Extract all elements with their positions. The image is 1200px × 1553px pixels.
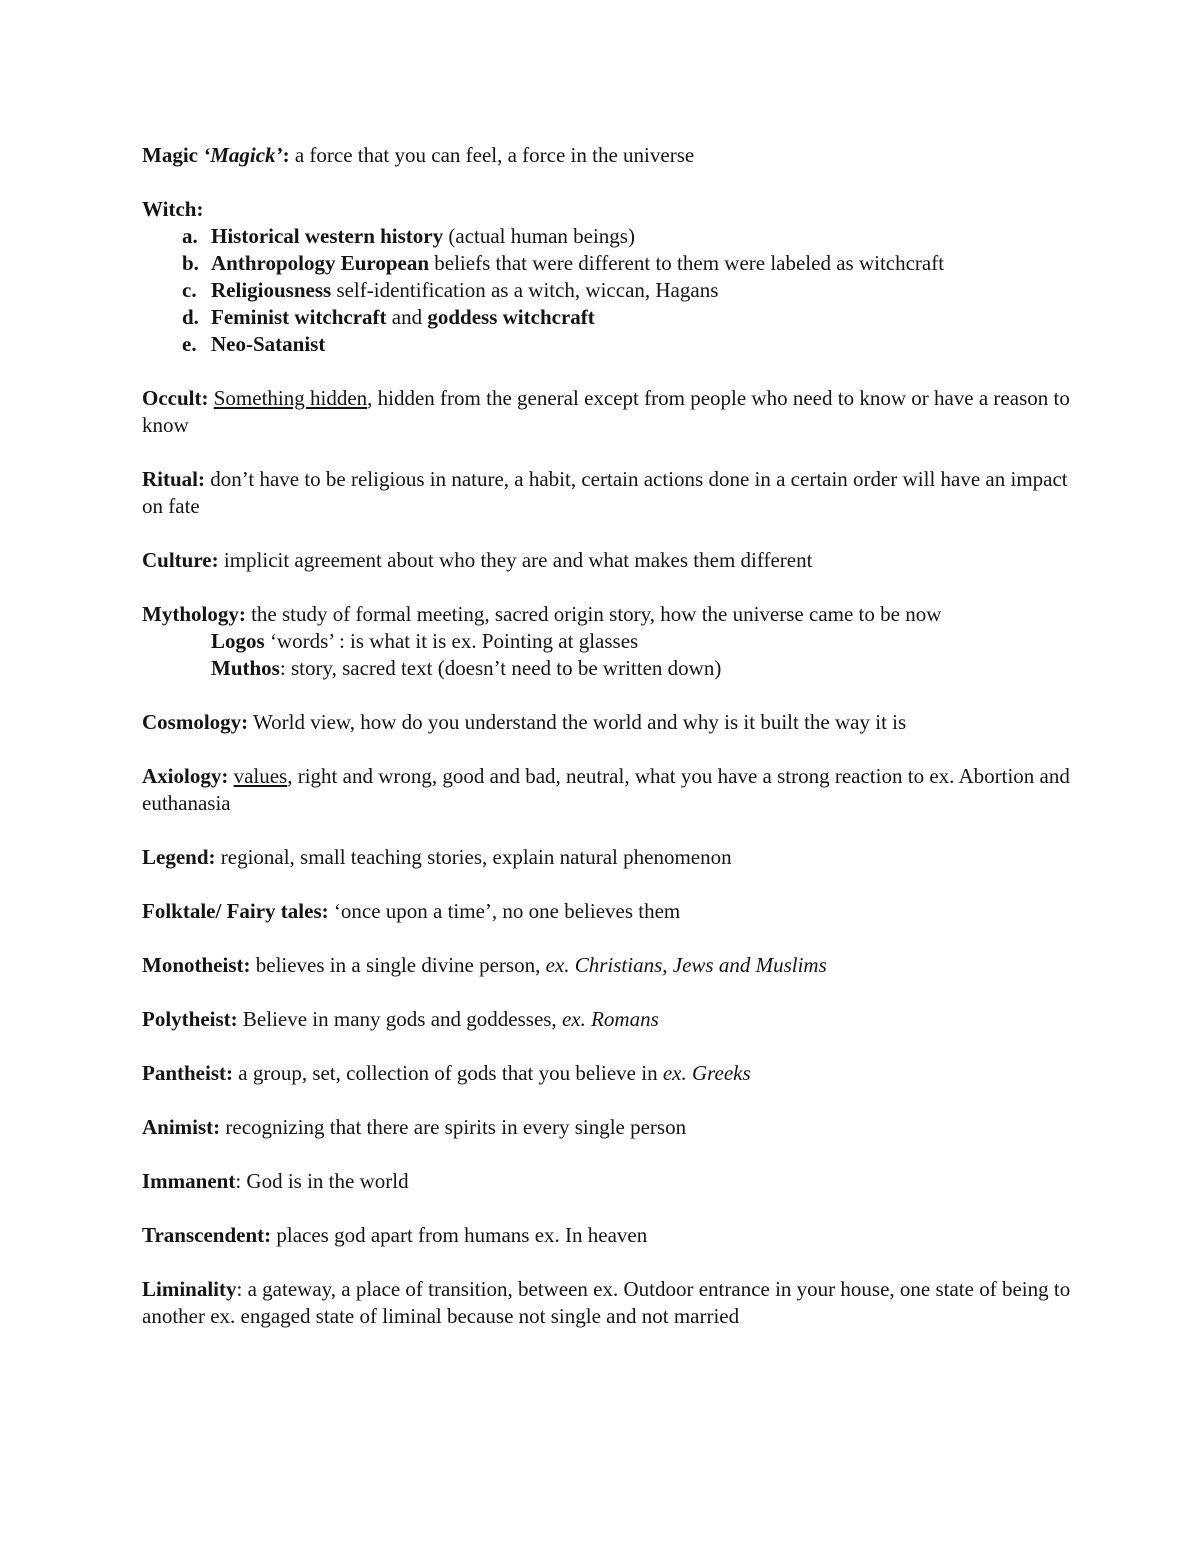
entry-monotheist: Monotheist: believes in a single divine person, ex. Christians, Jews and Muslims — [142, 953, 827, 977]
entry-immanent: Immanent: God is in the world — [142, 1169, 409, 1193]
entry-cosmology: Cosmology: World view, how do you understand the world and why is it built the way it is — [142, 710, 907, 734]
list-item: a. Historical western history (actual human beings) — [182, 224, 635, 248]
entry-culture: Culture: implicit agreement about who they are and what makes them different — [142, 548, 813, 572]
term-animist: Animist: — [142, 1115, 221, 1139]
term-monotheist: Monotheist: — [142, 953, 251, 977]
sub-entry-muthos: Muthos: story, sacred text (doesn’t need to be written down) — [211, 656, 722, 680]
term-legend: Legend: — [142, 845, 216, 869]
term-culture: Culture: — [142, 548, 219, 572]
entry-transcendent: Transcendent: places god apart from humans ex. In heaven — [142, 1223, 648, 1247]
sub-entry-logos: Logos ‘words’ : is what it is ex. Pointing at glasses — [211, 629, 639, 653]
entry-animist: Animist: recognizing that there are spirits in every single person — [142, 1115, 687, 1139]
entry-legend: Legend: regional, small teaching stories, explain natural phenomenon — [142, 845, 732, 869]
witch-list — [142, 223, 1072, 358]
list-item: d. Feminist witchcraft and goddess witchcraft — [182, 305, 595, 329]
entry-pantheist: Pantheist: a group, set, collection of gods that you believe in ex. Greeks — [142, 1061, 751, 1085]
term-immanent: Immanent — [142, 1169, 236, 1193]
term-ritual: Ritual: — [142, 467, 205, 491]
term-polytheist: Polytheist: — [142, 1007, 238, 1031]
entry-witch — [142, 196, 1072, 358]
definition-magic: a force that you can feel, a force in the universe — [289, 143, 695, 167]
entry-liminality: Liminality: a gateway, a place of transition, between ex. Outdoor entrance in your house, one state of being to another ex. engaged state of liminal because not single and not married — [142, 1277, 1071, 1328]
list-item: b. Anthropology European beliefs that were different to them were labeled as witchcraft — [182, 251, 945, 275]
document-page — [142, 142, 1072, 1330]
term-pantheist: Pantheist: — [142, 1061, 233, 1085]
entry-magic: Magic ‘Magick’: a force that you can feel, a force in the universe — [142, 143, 695, 167]
underlined-phrase: Something hidden — [213, 386, 368, 410]
term-magick: ‘Magick’ — [203, 143, 283, 167]
term-transcendent: Transcendent: — [142, 1223, 272, 1247]
example-text: ex. Romans — [561, 1007, 659, 1031]
term-witch: Witch: — [142, 197, 204, 221]
entry-mythology: Mythology: the study of formal meeting, sacred origin story, how the universe came to be now Logos ‘words’ : is what it is ex. Pointing at glasses Muthos: story, sacred text (doesn’t need to be written down) — [142, 601, 1072, 682]
example-text: ex. Greeks — [662, 1061, 751, 1085]
term-magic: Magic — [142, 143, 198, 167]
entry-polytheist: Polytheist: Believe in many gods and goddesses, ex. Romans — [142, 1007, 659, 1031]
list-item: c. Religiousness self-identification as a witch, wiccan, Hagans — [182, 278, 719, 302]
entry-folktale: Folktale/ Fairy tales: ‘once upon a time’, no one believes them — [142, 899, 681, 923]
entry-axiology: Axiology: values, right and wrong, good and bad, neutral, what you have a strong reaction to ex. Abortion and euthanasia — [142, 764, 1070, 815]
term-occult: Occult: — [142, 386, 209, 410]
term-folktale: Folktale/ Fairy tales: — [142, 899, 329, 923]
underlined-phrase: values — [233, 764, 288, 788]
example-text: ex. Christians, Jews and Muslims — [545, 953, 827, 977]
term-cosmology: Cosmology: — [142, 710, 249, 734]
term-axiology: Axiology: — [142, 764, 229, 788]
term-liminality: Liminality — [142, 1277, 237, 1301]
list-item: e. Neo-Satanist — [182, 332, 326, 356]
term-mythology: Mythology: — [142, 602, 246, 626]
entry-ritual: Ritual: don’t have to be religious in nature, a habit, certain actions done in a certain order will have an impact on fate — [142, 467, 1068, 518]
entry-occult: Occult: Something hidden, hidden from the general except from people who need to know or have a reason to know — [142, 386, 1070, 437]
